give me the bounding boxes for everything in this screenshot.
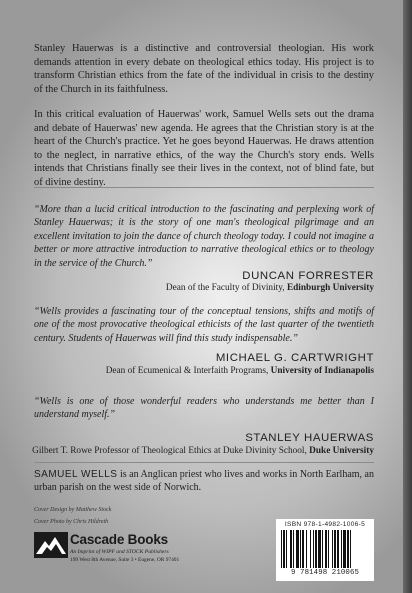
author-bio (34, 468, 374, 494)
endorser-name-2: MICHAEL G. CARTWRIGHT (215, 352, 374, 364)
endorser-role-2: Dean of Ecumenical & Interfaith Programs, (105, 366, 271, 376)
book-spine-edge (403, 0, 412, 593)
author-name: SAMUEL WELLS (34, 469, 118, 480)
endorser-institution-2: University of Indianapolis (270, 366, 374, 376)
cover-design-credit: Cover Design by Matthew Stock (34, 507, 112, 513)
cascade-mountain-logo-icon (34, 532, 68, 558)
endorsement-quote-3: “Wells is one of those wonderful readers who understands me better than I understand myself.” (34, 396, 374, 421)
endorsement-quote-2: “Wells provides a fascinating tour of the conceptual tensions, shifts and motifs of one of the most provocative theological ethicists of the last quarter of the twentieth century. Students of Hauerwas will find this study indispensable.” (34, 306, 374, 344)
description-paragraph-1: Stanley Hauerwas is a distinctive and controversial theologian. His work demands attention in every debate on theological ethics today. His project is to transform Christian ethics from the fate of the individual in crisis to the destiny of the Church in its faithfulness. (34, 43, 374, 95)
endorser-affiliation-3 (32, 446, 374, 457)
publisher-name: Cascade Books (70, 532, 168, 547)
endorser-affiliation-2 (106, 366, 374, 377)
endorsement-quote-1: “More than a lucid critical introduction to the fascinating and perplexing work of Stanley Hauerwas; it is the story of one man's theological pilgrimage and an excellent invitation to join the dance of church theology today. I could not imagine a better or more attractive introduction to narrative theological ethics or to theology in the service of the Church.” (34, 204, 374, 269)
cover-photo-credit: Cover Photo by Chris Hildreth (34, 519, 109, 525)
endorser-role-3: Gilbert T. Rowe Professor of Theological Ethics at Duke Divinity School, (32, 446, 310, 456)
isbn-barcode (276, 519, 374, 581)
barcode-bars-icon (280, 530, 370, 568)
endorser-role-1: Dean of the Faculty of Divinity, (165, 283, 287, 293)
section-divider-2 (34, 462, 374, 463)
isbn-label: ISBN 978-1-4982-1006-5 (284, 521, 366, 528)
endorser-institution-3: Duke University (309, 446, 374, 456)
publisher-address: 199 West 8th Avenue, Suite 3 • Eugene, OR 97401 (70, 557, 180, 563)
endorser-name-3: STANLEY HAUERWAS (245, 432, 374, 444)
endorser-institution-1: Edinburgh University (286, 283, 374, 293)
author-bio-text: is an Anglican priest who lives and works in North Earlham, an urban parish on the west side of Norwich. (34, 469, 374, 494)
endorser-affiliation-1 (166, 283, 374, 294)
endorser-name-1: DUNCAN FORRESTER (242, 270, 374, 282)
section-divider (34, 187, 374, 188)
description-paragraph-2: In this critical evaluation of Hauerwas' work, Samuel Wells sets out the drama and debate of Hauerwas' new agenda. He agrees that the Christian story is at the heart of the Church's practice. Yet he goes beyond Hauerwas. He draws attention to the neglect, in narrative ethics, of the way the Church's story ends. Wells intends that Christians finally see their lives in the context, not of blind fate, but of divine destiny. (34, 109, 374, 188)
barcode-digits: 9 781498 210065 (290, 569, 360, 577)
publisher-imprint: An Imprint of WIPF and STOCK Publishers (70, 549, 169, 555)
